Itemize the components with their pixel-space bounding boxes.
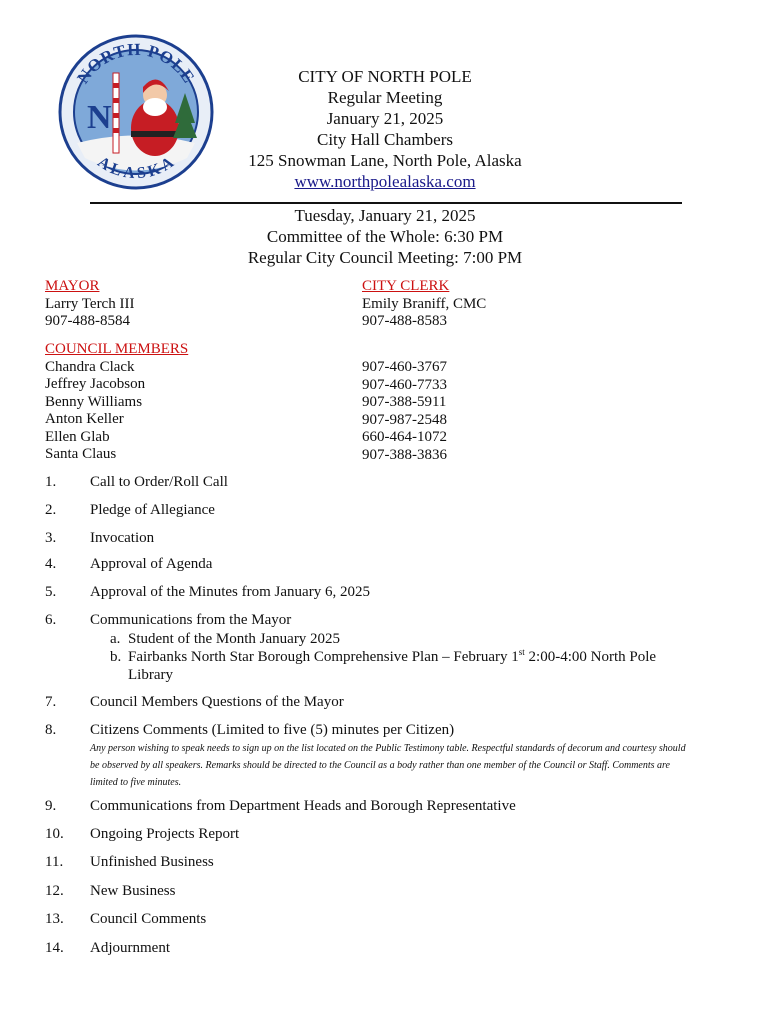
clerk-name: Emily Braniff, CMC [362, 295, 487, 312]
mayor-phone: 907-488-8584 [45, 313, 130, 329]
city-name: CITY OF NORTH POLE [298, 67, 472, 86]
agenda-item-text: Council Comments [90, 911, 207, 927]
ordinal-suffix: st [518, 647, 525, 657]
agenda-item-text: New Business [90, 883, 176, 899]
agenda-item-number: 6. [45, 612, 57, 628]
council-label: COUNCIL MEMBERS [45, 341, 189, 357]
schedule-committee: Committee of the Whole: 6:30 PM [266, 227, 504, 246]
mayor-name: Larry Terch III [45, 295, 135, 312]
agenda-item-number: 11. [45, 854, 64, 870]
council-member-phone: 907-460-3767 [362, 359, 447, 375]
agenda-subitem-letter: b. [110, 649, 122, 665]
clerk-label: CITY CLERK [362, 278, 450, 294]
seal-top-text: NORTH POLE [73, 39, 199, 87]
clerk-phone: 907-488-8583 [362, 313, 447, 329]
mayor-label: MAYOR [45, 278, 100, 294]
note-line: be observed by all speakers. Remarks should be directed to the Council as a body rather than one member of the Council or Staff. Comments are [90, 760, 670, 771]
schedule-day: Tuesday, January 21, 2025 [294, 206, 476, 225]
council-member-name: Anton Keller [45, 411, 124, 427]
agenda-item-text: Approval of Agenda [90, 556, 213, 572]
agenda-item-number: 4. [45, 556, 57, 572]
agenda-item-number: 12. [45, 883, 64, 899]
agenda-item-text: Adjournment [90, 940, 170, 956]
council-member-phone: 907-460-7733 [362, 376, 447, 393]
meeting-date: January 21, 2025 [326, 109, 444, 128]
council-member-name: Benny Williams [45, 393, 143, 410]
subitem-text-part: Library [128, 667, 173, 683]
note-line: limited to five minutes. [90, 777, 182, 788]
city-seal-logo [57, 33, 215, 191]
agenda-item-text: Ongoing Projects Report [90, 826, 240, 842]
clerk-block [362, 278, 486, 331]
agenda-item-text: Approval of the Minutes from January 6, 2025 [90, 584, 370, 600]
agenda-item-text: Communications from the Mayor [90, 612, 292, 628]
council-member-name: Ellen Glab [45, 428, 110, 445]
council-member-phone: 907-388-3836 [362, 446, 447, 463]
council-member-name: Santa Claus [45, 446, 117, 462]
schedule-block [150, 205, 620, 268]
agenda-item-number: 9. [45, 798, 57, 814]
council-member-phone: 907-987-2548 [362, 411, 447, 428]
subitem-text-part: 2:00-4:00 North Pole [524, 649, 657, 665]
agenda-item-number: 10. [45, 826, 64, 842]
agenda-subitem-text [128, 648, 728, 684]
agenda-item-number: 14. [45, 940, 64, 956]
council-block [45, 341, 188, 464]
agenda-item-text: Communications from Department Heads and Borough Representative [90, 798, 516, 814]
header-divider [90, 202, 682, 204]
council-member-name: Jeffrey Jacobson [45, 376, 146, 392]
seal-bottom-text: ALASKA [94, 153, 178, 183]
schedule-council: Regular City Council Meeting: 7:00 PM [247, 248, 523, 267]
agenda-item-number: 7. [45, 694, 57, 710]
agenda-item-number: 13. [45, 911, 64, 927]
meeting-location: City Hall Chambers [317, 130, 453, 149]
agenda-item-number: 8. [45, 722, 57, 738]
svg-text:N: N [87, 99, 112, 136]
agenda-item-text: Council Members Questions of the Mayor [90, 694, 344, 710]
citizens-comments-note [90, 740, 740, 791]
mayor-block [45, 278, 134, 331]
council-member-name: Chandra Clack [45, 358, 135, 375]
agenda-item-number: 1. [45, 474, 57, 490]
agenda-item-text: Invocation [90, 530, 155, 546]
subitem-text-part: Fairbanks North Star Borough Comprehensive Plan – February 1 [128, 649, 519, 665]
agenda-item-text: Call to Order/Roll Call [90, 474, 228, 490]
agenda-item-number: 3. [45, 530, 57, 546]
agenda-item-number: 5. [45, 584, 57, 600]
agenda-item-text: Unfinished Business [90, 854, 214, 870]
agenda-item-text: Pledge of Allegiance [90, 502, 215, 518]
agenda-item-number: 2. [45, 502, 57, 518]
council-member-phone: 907-388-5911 [362, 394, 447, 410]
agenda-item-text: Citizens Comments (Limited to five (5) minutes per Citizen) [90, 722, 455, 738]
council-phones-block [362, 359, 447, 464]
website-link[interactable]: www.northpolealaska.com [294, 172, 476, 191]
council-member-phone: 660-464-1072 [362, 429, 447, 445]
meeting-header [220, 66, 550, 192]
note-line: Any person wishing to speak needs to sign up on the list located on the Public Testimony table. Respectful standards of decorum and courtesy should [90, 743, 686, 754]
agenda-subitem-text: Student of the Month January 2025 [128, 631, 341, 647]
meeting-address: 125 Snowman Lane, North Pole, Alaska [248, 151, 522, 170]
meeting-type: Regular Meeting [327, 88, 443, 107]
agenda-subitem-letter: a. [110, 631, 121, 647]
